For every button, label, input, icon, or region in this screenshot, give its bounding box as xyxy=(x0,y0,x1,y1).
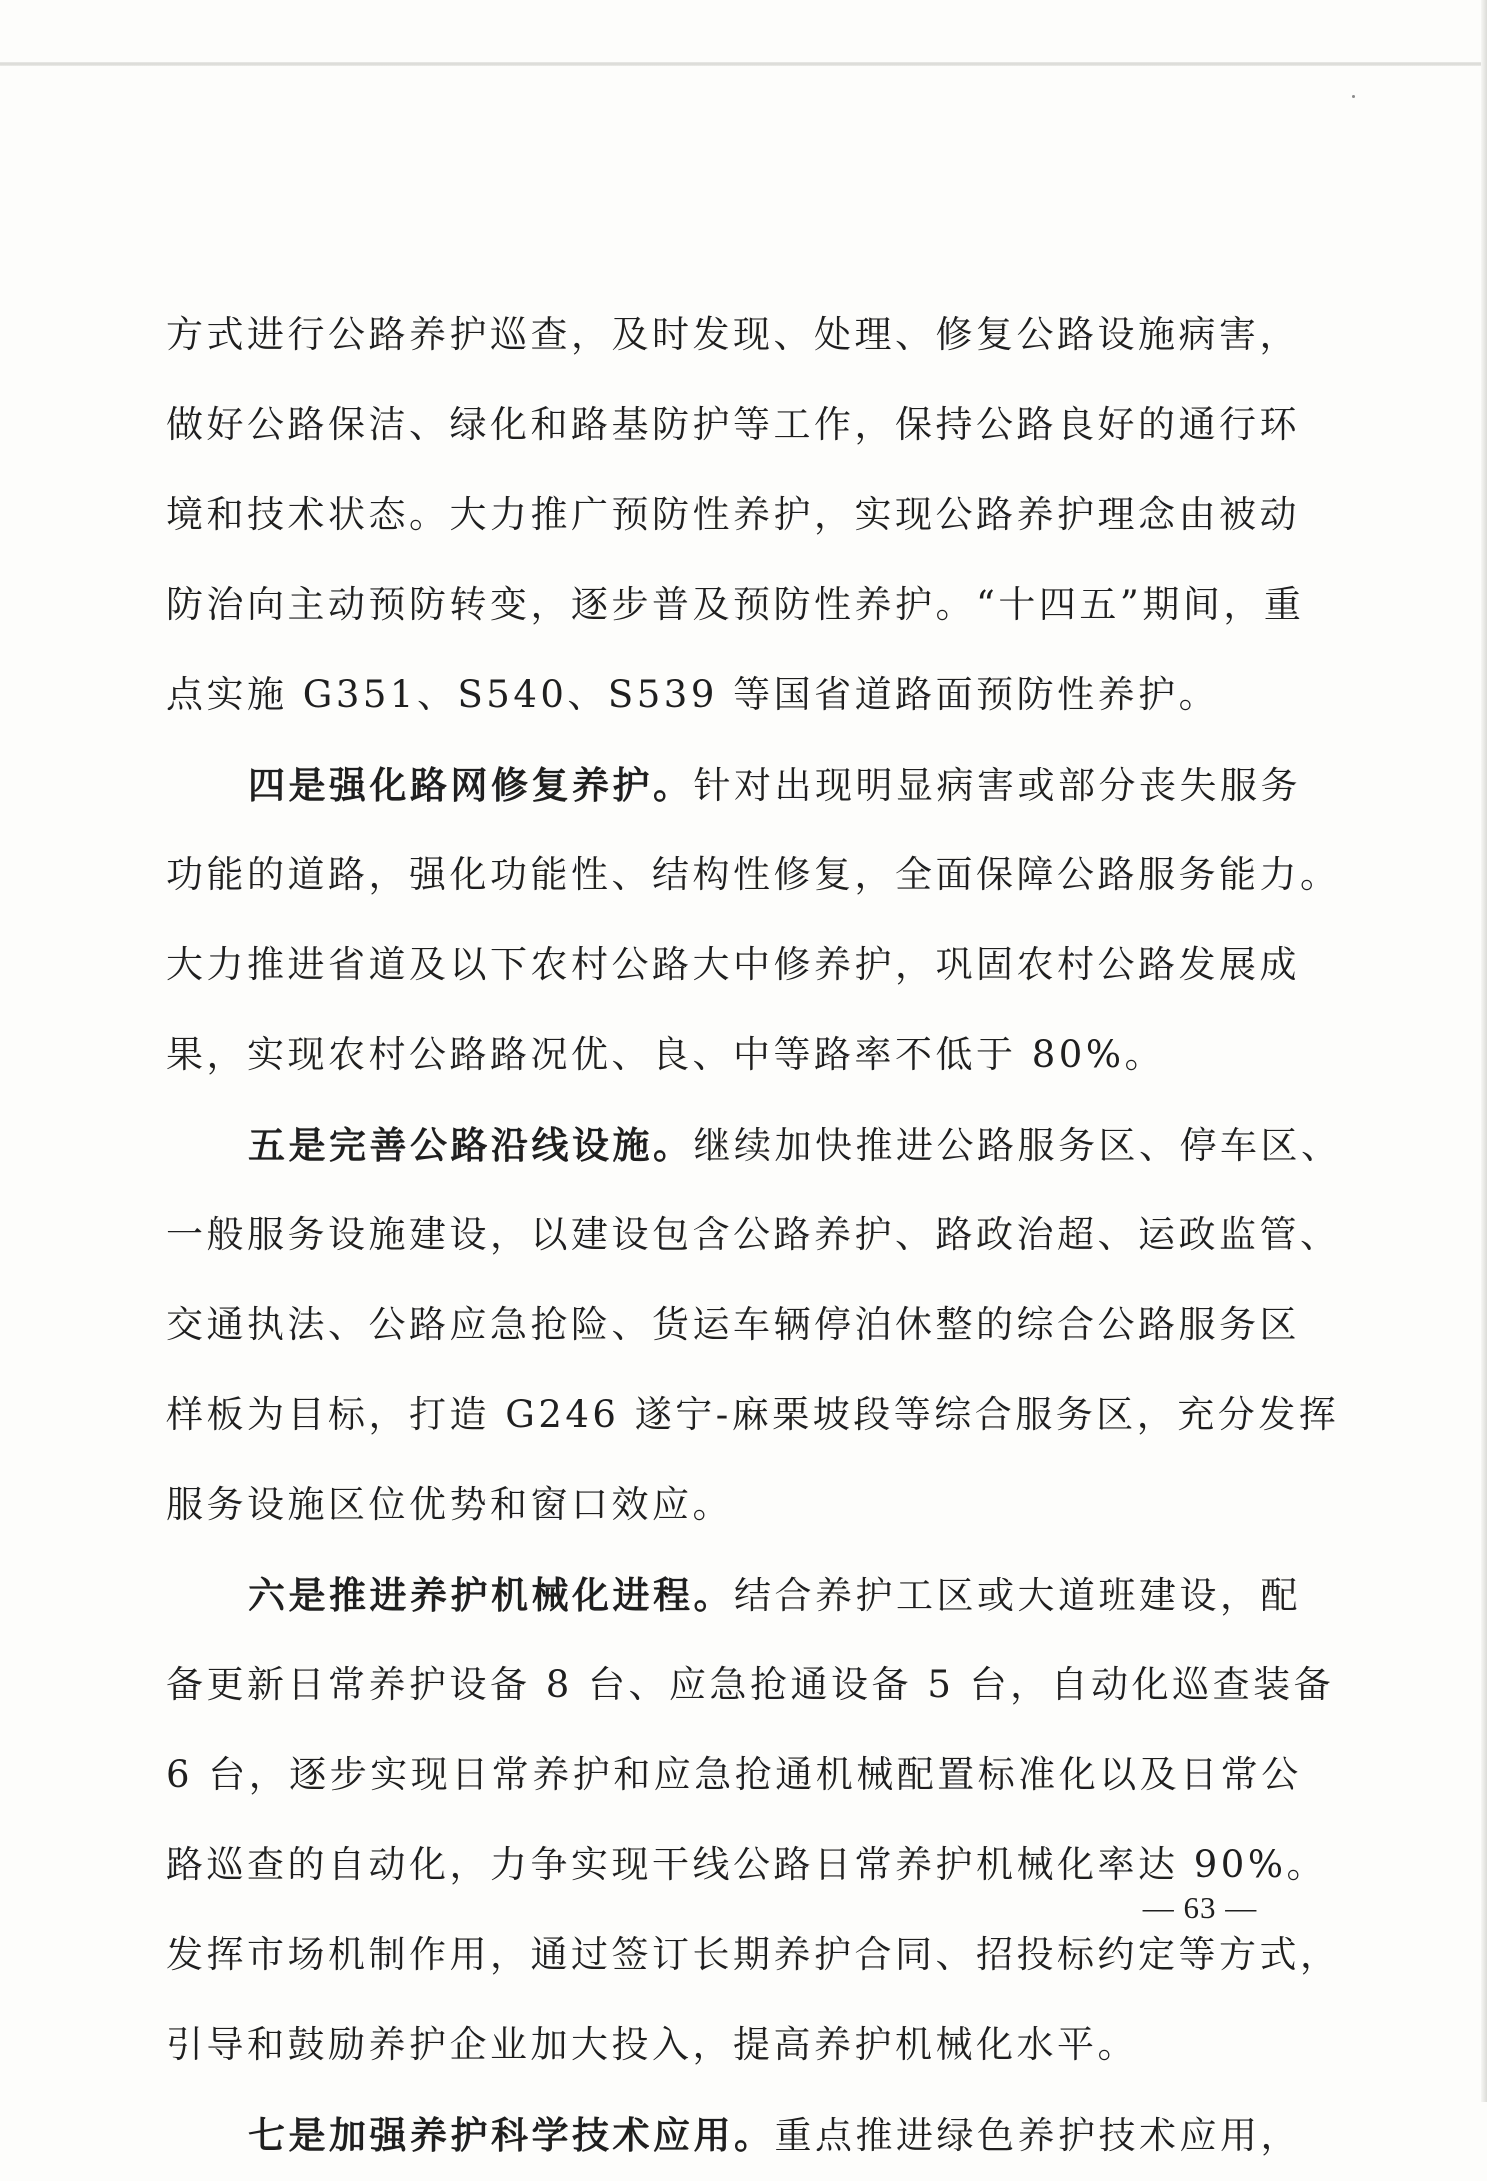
text-line: 路巡查的自动化，力争实现干线公路日常养护机械化率达 90%。 xyxy=(166,1843,1327,1886)
paragraph-heading: 四是强化路网修复养护。 xyxy=(248,763,694,807)
paragraph-heading: 五是完善公路沿线设施。 xyxy=(248,1123,694,1167)
text-line: 大力推进省道及以下农村公路大中修养护，巩固农村公路发展成 xyxy=(166,943,1300,986)
text-line: 备更新日常养护设备 8 台、应急抢通设备 5 台，自动化巡查装备 xyxy=(166,1663,1335,1706)
scan-right-edge xyxy=(1481,0,1487,2102)
text-line: 引导和鼓励养护企业加大投入，提高养护机械化水平。 xyxy=(166,2023,1138,2066)
paragraph-4 xyxy=(166,1550,1341,2090)
scan-edge-line xyxy=(0,62,1487,66)
text-span: 结合养护工区或大道班建设，配 xyxy=(734,1574,1301,1617)
paragraph-2 xyxy=(166,740,1341,1100)
paragraph-first-line xyxy=(166,740,1301,830)
document-body xyxy=(166,290,1342,2180)
text-span: 针对出现明显病害或部分丧失服务 xyxy=(693,764,1301,807)
text-span: 继续加快推进公路服务区、停车区、 xyxy=(693,1124,1342,1167)
paragraph-first-line xyxy=(166,2090,1301,2180)
text-span: 重点推进绿色养护技术应用， xyxy=(774,2114,1301,2157)
scan-speck xyxy=(1352,95,1355,98)
paragraph-heading: 六是推进养护机械化进程。 xyxy=(248,1573,734,1617)
paragraph-first-line xyxy=(166,1550,1301,1640)
text-line: 服务设施区位优势和窗口效应。 xyxy=(166,1483,733,1526)
text-line: 境和技术状态。大力推广预防性养护，实现公路养护理念由被动 xyxy=(166,493,1300,536)
text-line: 样板为目标，打造 G246 遂宁-麻栗坡段等综合服务区，充分发挥 xyxy=(166,1393,1340,1436)
text-line: 方式进行公路养护巡查，及时发现、处理、修复公路设施病害， xyxy=(166,313,1300,356)
paragraph-3 xyxy=(166,1100,1342,1550)
text-line: 发挥市场机制作用，通过签订长期养护合同、招投标约定等方式， xyxy=(166,1933,1341,1976)
text-line: 6 台，逐步实现日常养护和应急抢通机械配置标准化以及日常公 xyxy=(166,1753,1302,1796)
paragraph-first-line xyxy=(166,1100,1342,1190)
paragraph-5 xyxy=(166,2090,1301,2180)
text-line: 交通执法、公路应急抢险、货运车辆停泊休整的综合公路服务区 xyxy=(166,1303,1300,1346)
text-line: 点实施 G351、S540、S539 等国省道路面预防性养护。 xyxy=(166,673,1220,716)
paragraph-1 xyxy=(166,290,1305,740)
text-line: 果，实现农村公路路况优、良、中等路率不低于 80%。 xyxy=(166,1033,1165,1076)
text-line: 防治向主动预防转变，逐步普及预防性养护。“十四五”期间，重 xyxy=(166,583,1305,626)
text-line: 功能的道路，强化功能性、结构性修复，全面保障公路服务能力。 xyxy=(166,853,1341,896)
page-number: — 63 — xyxy=(1142,1890,1258,1925)
text-line: 做好公路保洁、绿化和路基防护等工作，保持公路良好的通行环 xyxy=(166,403,1300,446)
paragraph-heading: 七是加强养护科学技术应用。 xyxy=(248,2113,775,2157)
text-line: 一般服务设施建设，以建设包含公路养护、路政治超、运政监管、 xyxy=(166,1213,1341,1256)
